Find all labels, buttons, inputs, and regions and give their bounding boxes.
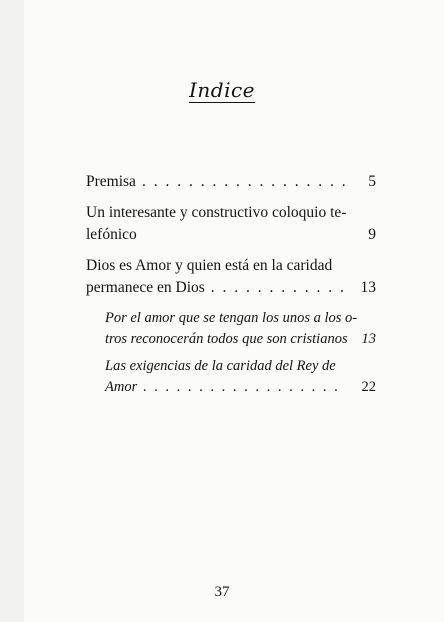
toc-subentry-exigencias-caridad	[105, 356, 376, 398]
toc-page-number: 13	[360, 279, 376, 296]
page-title: Indice	[188, 78, 256, 102]
toc-entry-dios-es-amor	[86, 255, 376, 299]
toc-entry-title-line-2: Amor	[105, 379, 138, 395]
toc-page-number: 9	[368, 226, 376, 243]
toc-entry-title-line-1: Dios es Amor y quien está en la caridad	[86, 257, 333, 274]
toc-entry-title-line-2: permanece en Dios	[86, 279, 205, 296]
toc-page-number: 13	[361, 331, 376, 347]
toc-entry-title: Premisa	[86, 173, 136, 190]
toc-entry-title-line-2: lefónico	[86, 226, 137, 243]
toc-page-number: 5	[368, 173, 376, 190]
toc-entry-premisa	[86, 171, 376, 193]
page-number: 37	[214, 584, 230, 600]
toc-entry-title-line-1: Un interesante y constructivo coloquio te-	[86, 204, 347, 221]
dot-leader	[211, 277, 346, 299]
dot-leader	[143, 377, 346, 398]
toc-entry-coloquio	[86, 202, 376, 246]
toc-entry-title-line-1: Por el amor que se tengan los unos a los o-	[105, 310, 358, 326]
toc-page-number: 22	[361, 379, 376, 395]
table-of-contents	[86, 171, 376, 404]
dot-leader	[142, 171, 346, 193]
toc-entry-title-line-2: tros reconocerán todos que son cristianos	[105, 331, 348, 347]
toc-subentry-amor-unos-otros	[105, 308, 376, 350]
toc-entry-title-line-1: Las exigencias de la caridad del Rey de	[105, 358, 336, 374]
